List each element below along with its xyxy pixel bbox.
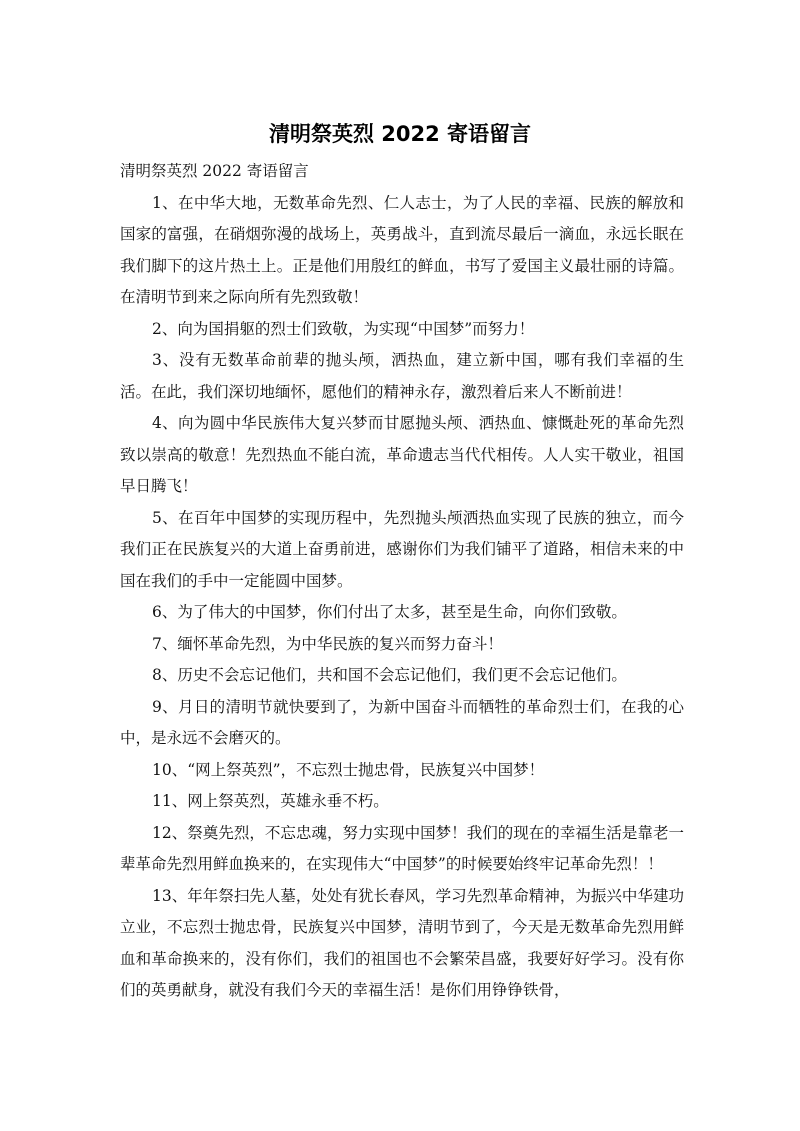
document-subtitle: 清明祭英烈 2022 寄语留言 <box>120 162 309 180</box>
paragraph-3: 3、没有无数革命前辈的抛头颅，洒热血，建立新中国，哪有我们幸福的生活。在此，我们深切地缅怀，愿他们的精神永存，激烈着后来人不断前进！ <box>120 351 684 401</box>
paragraph-5: 5、在百年中国梦的实现历程中，先烈抛头颅洒热血实现了民族的独立，而今我们正在民族复兴的大道上奋勇前进，感谢你们为我们铺平了道路，相信未来的中国在我们的手中一定能圆中国梦。 <box>120 508 684 590</box>
paragraph-2: 2、向为国捐躯的烈士们致敬，为实现“中国梦”而努力！ <box>152 319 535 338</box>
document-body <box>120 156 684 1007</box>
paragraph-10: 10、“网上祭英烈”，不忘烈士抛忠骨，民族复兴中国梦！ <box>152 760 545 779</box>
paragraph-1: 1、在中华大地，无数革命先烈、仁人志士，为了人民的幸福、民族的解放和国家的富强，在硝烟弥漫的战场上，英勇战斗，直到流尽最后一滴血，永远长眠在我们脚下的这片热土上。正是他们用殷红的鲜血，书写了爱国主义最壮丽的诗篇。在清明节到来之际向所有先烈致敬！ <box>120 193 684 306</box>
paragraph-8: 8、历史不会忘记他们，共和国不会忘记他们，我们更不会忘记他们。 <box>152 666 627 684</box>
paragraph-12: 12、祭奠先烈，不忘忠魂，努力实现中国梦！我们的现在的幸福生活是靠老一辈革命先烈用鲜血换来的，在实现伟大“中国梦”的时候要始终牢记革命先烈！！ <box>120 823 684 873</box>
paragraph-4: 4、向为圆中华民族伟大复兴梦而甘愿抛头颅、洒热血、慷慨赴死的革命先烈致以崇高的敬意！先烈热血不能白流，革命遗志当代代相传。人人实干敬业，祖国早日腾飞！ <box>120 414 684 495</box>
paragraph-6: 6、为了伟大的中国梦，你们付出了太多，甚至是生命，向你们致敬。 <box>152 603 627 621</box>
paragraph-7: 7、缅怀革命先烈，为中华民族的复兴而努力奋斗！ <box>152 634 503 653</box>
paragraph-11: 11、网上祭英烈，英雄永垂不朽。 <box>152 792 389 810</box>
paragraph-13: 13、年年祭扫先人墓，处处有犹长春风，学习先烈革命精神，为振兴中华建功立业，不忘烈士抛忠骨，民族复兴中国梦，清明节到了，今天是无数革命先烈用鲜血和革命换来的，没有你们，我们的祖国也不会繁荣昌盛，我要好好学习。没有你们的英勇献身，就没有我们今天的幸福生活！是你们用铮铮铁骨， <box>120 886 684 999</box>
document-title: 清明祭英烈 2022 寄语留言 <box>268 122 532 146</box>
paragraph-9: 9、月日的清明节就快要到了，为新中国奋斗而牺牲的革命烈士们，在我的心中，是永远不会磨灭的。 <box>120 697 684 747</box>
